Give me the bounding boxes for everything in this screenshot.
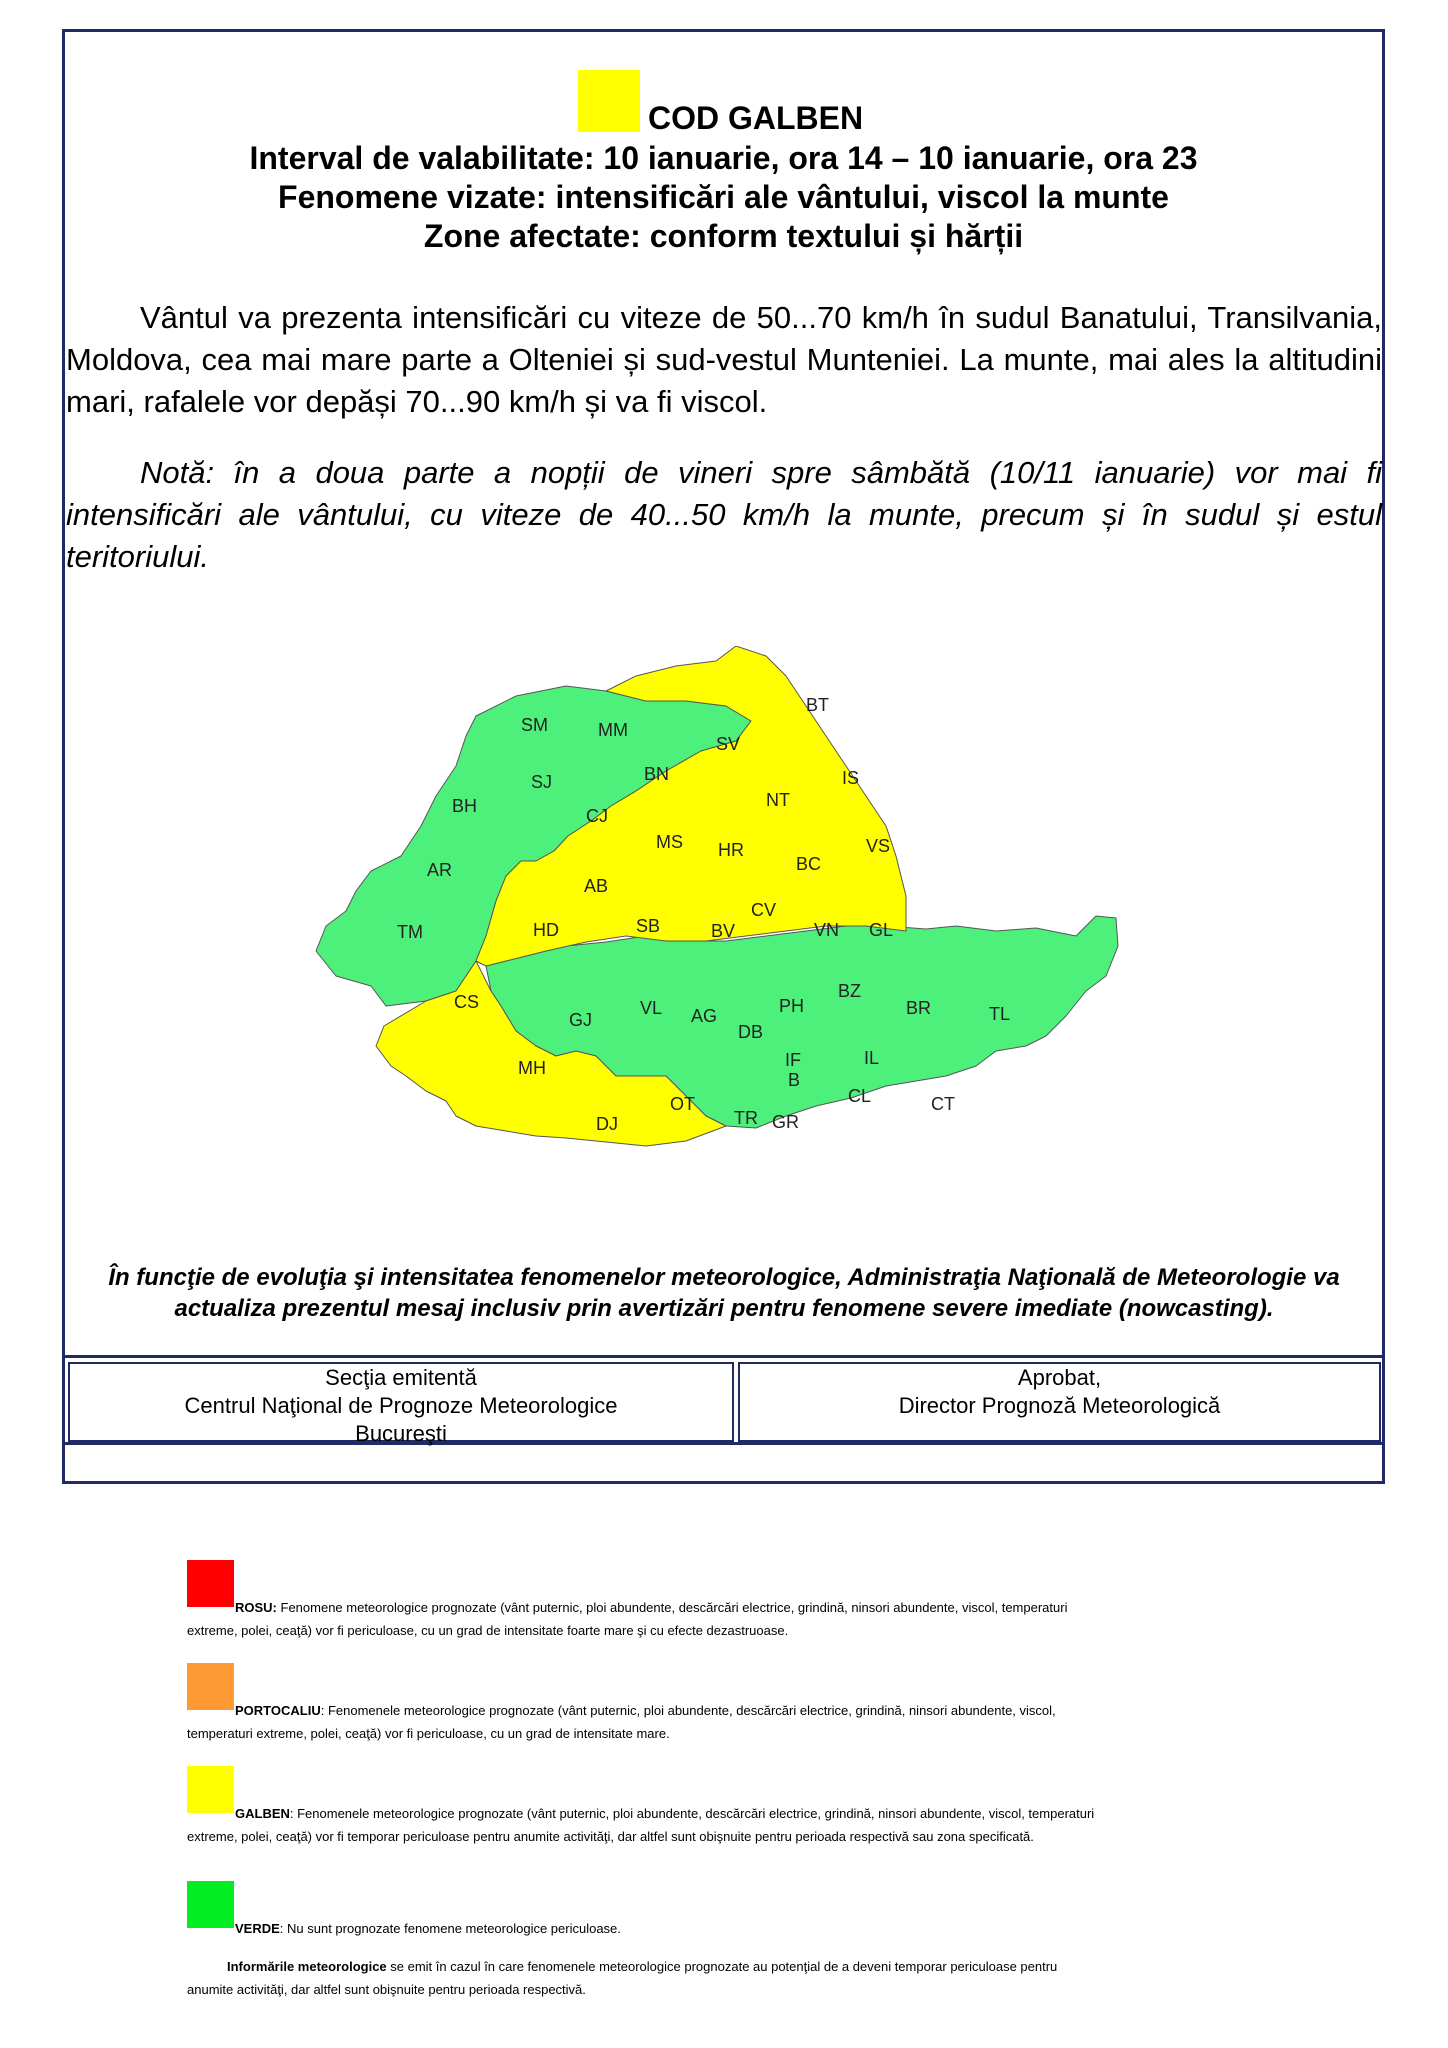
county-label: CL bbox=[848, 1086, 872, 1106]
issuing-section-cell bbox=[68, 1362, 734, 1446]
legend-green-text: : Nu sunt prognozate fenomene meteorologice periculoase. bbox=[279, 1921, 621, 1936]
zones-line: Zone afectate: conform textului și hărții bbox=[423, 218, 1024, 254]
county-label: AB bbox=[584, 876, 609, 896]
legend-red-label: ROSU: bbox=[235, 1600, 277, 1615]
county-label: IS bbox=[842, 768, 860, 788]
county-label: IL bbox=[864, 1048, 880, 1068]
legend-orange-label: PORTOCALIU bbox=[235, 1703, 321, 1718]
legend-red-text: Fenomene meteorologice prognozate (vânt puternic, ploi abundente, descărcări electrice, grindină, ninsori abundente, viscol, temperaturi extreme, polei, ceaţă) vor fi periculoase, cu un grad de intensitate foarte mare şi cu efecte dezastruoase. bbox=[187, 1600, 1068, 1638]
county-label: SB bbox=[636, 916, 661, 936]
county-label: SJ bbox=[531, 772, 553, 792]
info-note-label: Informările meteorologice bbox=[227, 1959, 387, 1974]
county-label: SV bbox=[716, 734, 741, 754]
county-label: MH bbox=[518, 1058, 546, 1078]
county-label: BN bbox=[644, 764, 670, 784]
county-label: AG bbox=[691, 1006, 718, 1026]
county-label: VL bbox=[640, 998, 663, 1018]
map-svg bbox=[306, 646, 1168, 1246]
county-label: AR bbox=[427, 860, 453, 880]
county-label: BZ bbox=[838, 981, 862, 1001]
county-label: TL bbox=[989, 1004, 1011, 1024]
county-label: HD bbox=[533, 920, 559, 940]
issuing-center-name: Centrul Naţional de Prognoze Meteorologice bbox=[184, 1393, 618, 1418]
county-label: BH bbox=[452, 796, 478, 816]
county-label: SM bbox=[521, 715, 548, 735]
info-note-text: se emit în cazul în care fenomenele meteorologice prognozate au potenţial de a deveni temporar periculoase pentru anumite activităţi, dar altfel sunt obişnuite pentru perioada respectivă. bbox=[187, 1959, 1058, 1997]
county-label: OT bbox=[670, 1094, 695, 1114]
footer-note: În funcţie de evoluţia şi intensitatea fenomenelor meteorologice, Administraţia Naţională de Meteorologie va actualiza prezentul mesaj inclusiv prin avertizări pentru fenomene severe imediate (nowcasting). bbox=[108, 1264, 1340, 1322]
approved-label: Aprobat, bbox=[1017, 1365, 1102, 1390]
county-label: GJ bbox=[569, 1010, 593, 1030]
county-label: MM bbox=[598, 720, 628, 740]
county-label: NT bbox=[766, 790, 790, 810]
issuing-section-label: Secţia emitentă bbox=[325, 1365, 477, 1390]
county-label: MS bbox=[656, 832, 683, 852]
county-label: IF bbox=[785, 1050, 801, 1070]
county-label: DB bbox=[738, 1022, 764, 1042]
county-label: VS bbox=[866, 836, 891, 856]
legend-yellow-label: GALBEN bbox=[235, 1806, 290, 1821]
code-title: COD GALBEN bbox=[648, 100, 864, 136]
issuing-city: Bucureşti bbox=[355, 1421, 447, 1446]
county-label: TR bbox=[734, 1108, 758, 1128]
county-label: CJ bbox=[586, 806, 608, 826]
county-label: PH bbox=[779, 996, 805, 1016]
approver-title: Director Prognoză Meteorologică bbox=[898, 1393, 1221, 1418]
county-label: GR bbox=[772, 1112, 799, 1132]
note-paragraph: Notă: în a doua parte a nopții de vineri spre sâmbătă (10/11 ianuarie) vor mai fi intensificări ale vântului, cu viteze de 40...50 km/h la munte, precum și în sudul și estul teritoriului. bbox=[66, 455, 1382, 574]
county-label: CS bbox=[454, 992, 480, 1012]
county-label: TM bbox=[397, 922, 423, 942]
legend-orange-text: : Fenomenele meteorologice prognozate (vânt puternic, ploi abundente, descărcări electrice, grindină, ninsori abundente, viscol, temperaturi extreme, polei, ceaţă) vor fi periculoase, cu un grad de intensitate mare. bbox=[187, 1703, 1056, 1741]
county-label: CV bbox=[751, 900, 777, 920]
yellow-code-swatch bbox=[578, 70, 640, 132]
county-label: HR bbox=[718, 840, 744, 860]
county-label: BT bbox=[806, 695, 830, 715]
county-label: BC bbox=[796, 854, 822, 874]
county-label: GL bbox=[869, 920, 894, 940]
county-label: CT bbox=[931, 1094, 955, 1114]
info-note bbox=[187, 1955, 1097, 2001]
county-label: DJ bbox=[596, 1114, 618, 1134]
legend-yellow-text: : Fenomenele meteorologice prognozate (vânt puternic, ploi abundente, descărcări electrice, grindină, ninsori abundente, viscol, temperaturi extreme, polei, ceaţă) vor fi temporar periculoase pentru anumite activităţi, dar altfel sunt obişnuite pentru perioada respectivă sau zona specificată. bbox=[187, 1806, 1095, 1844]
county-label: BV bbox=[711, 921, 736, 941]
county-label: BR bbox=[906, 998, 932, 1018]
validity-interval: Interval de valabilitate: 10 ianuarie, ora 14 – 10 ianuarie, ora 23 bbox=[249, 140, 1198, 176]
approval-cell bbox=[738, 1362, 1381, 1442]
forecast-paragraph: Vântul va prezenta intensificări cu viteze de 50...70 km/h în sudul Banatului, Transilvania, Moldova, cea mai mare parte a Olteniei și sud-vestul Munteniei. La munte, mai ales la altitudini mari, rafalele vor depăși 70...90 km/h și va fi viscol. bbox=[66, 300, 1382, 419]
phenomena-line: Fenomene vizate: intensificări ale vântului, viscol la munte bbox=[278, 179, 1169, 215]
romania-warning-map bbox=[306, 646, 1168, 1246]
signature-table bbox=[62, 1355, 1385, 1445]
legend-green-label: VERDE bbox=[235, 1921, 280, 1936]
county-label: B bbox=[788, 1070, 801, 1090]
county-label: VN bbox=[814, 920, 840, 940]
